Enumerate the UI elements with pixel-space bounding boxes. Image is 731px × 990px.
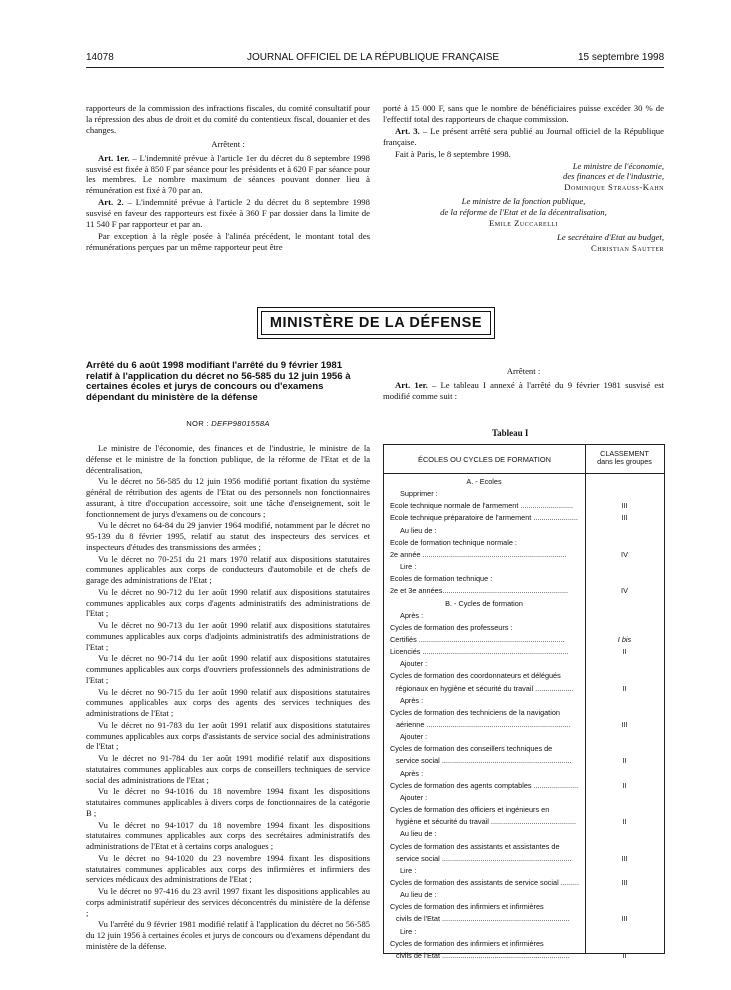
- table-row-label: Cycles de formation des assistants et assistantes de: [390, 841, 560, 851]
- table-row-label: Cycles de formation des coordonnateurs et délégués: [390, 671, 561, 681]
- decree-para: Vu le décret no 70-251 du 21 mars 1970 relatif aux dispositions statutaires communes applicables aux corps de conducteurs d'automobile et de chefs de garage des administrations de l'Etat ;: [86, 553, 370, 585]
- decree-arretent: Arrêtent :: [506, 366, 541, 376]
- decree-para: Vu le décret no 90-713 du 1er août 1990 relatif aux dispositions statutaires communes applicables aux corps d'adjoints administratifs des administrations de l'Etat ;: [86, 620, 370, 652]
- decree-para: Vu le décret no 94-1017 du 18 novembre 1994 fixant les dispositions statutaires communes applicables aux corps des secrétaires administratifs des administrations de l'Etat et à certains corps analogues ;: [86, 819, 370, 851]
- table-header: [384, 445, 664, 474]
- prev-art3: [383, 126, 664, 148]
- table-row-label: Cycles de formation des officiers et ingénieurs en: [390, 805, 550, 815]
- table-row-label: Cycles de formation des conseillers techniques de: [390, 744, 553, 754]
- table-row-label: Ecole technique préparatoire de l'armement ......................: [390, 513, 578, 523]
- table-row-label: régionaux en hygiène et sécurité du travail ...................: [396, 683, 574, 693]
- table-row-label: hygiène et sécurité du travail ..........................................: [396, 817, 577, 827]
- nor-label: NOR :: [186, 419, 212, 428]
- table-row-label: Cycles de formation des assistants de service social .........: [390, 877, 579, 887]
- table-row-label: Ajouter :: [400, 732, 428, 742]
- prev-art3-text: – Le présent arrêté sera publié au Journal officiel de la République française.: [383, 125, 664, 147]
- decree-para: Vu le décret no 91-783 du 1er août 1991 relatif aux dispositions statutaires communes applicables aux corps d'assistants de service social des administrations de l'Etat ;: [86, 719, 370, 752]
- sig1-title2: des finances et de l'industrie,: [562, 171, 664, 182]
- table-row-value: III: [621, 914, 628, 924]
- decree-art1: [383, 380, 664, 402]
- sig1-title1: Le ministre de l'économie,: [572, 160, 664, 171]
- table-row-value: III: [621, 720, 628, 729]
- prev-art3-label: Art. 3.: [395, 125, 420, 136]
- table-row-label: Au lieu de :: [400, 890, 437, 900]
- decree-para: Vu le décret no 90-715 du 1er août 1990 relatif aux dispositions statutaires communes applicables aux corps des agents des services techniques des administrations de l'Etat ;: [86, 686, 370, 718]
- prev-intro: rapporteurs de la commission des infractions fiscales, du comité consultatif pour la répression des abus de droit et du comité du contentieux fiscal, douanier et des changes.: [86, 103, 370, 135]
- table-row-label: Lire :: [400, 865, 417, 875]
- table-row-value: III: [621, 853, 628, 863]
- table-row-label: Supprimer :: [400, 489, 438, 499]
- table-row-label: Licenciés ........................................................................: [390, 647, 569, 657]
- ministry-heading: MINISTÈRE DE LA DÉFENSE: [261, 311, 491, 335]
- table-row-label: Ajouter :: [400, 792, 428, 802]
- table-row-label: Cycles de formation des professeurs :: [390, 622, 513, 632]
- decree-para: Vu le décret no 94-1020 du 23 novembre 1994 fixant les dispositions statutaires communes applicables aux corps des infirmières et infirmiers des services médicaux des administrations de l'Etat ;: [86, 852, 370, 885]
- sig2-title2: de la réforme de l'Etat et de la décentralisation,: [440, 207, 607, 218]
- table-row-value: II: [622, 756, 627, 766]
- decree-para: Vu le décret no 64-84 du 29 janvier 1964 modifié, notamment par le décret no 95-139 du 8 février 1995, relatif au statut des inspecteurs des services et inspecteurs d'études des transmissions des armées ;: [86, 520, 370, 552]
- table-row-value: II: [622, 950, 627, 960]
- journal-title: JOURNAL OFFICIEL DE LA RÉPUBLIQUE FRANÇAISE: [247, 52, 500, 63]
- prev-art2-p2: Par exception à la règle posée à l'alinéa précédent, le montant total des rémunérations perçues par un même rapporteur peut être: [86, 230, 370, 252]
- prev-art1: [86, 153, 370, 197]
- table-row-label: Cycles de formation des infirmiers et infirmières: [390, 902, 544, 912]
- table-row-label: Cycles de formation des infirmiers et infirmières: [390, 938, 544, 948]
- decree-title: Arrêté du 6 août 1998 modifiant l'arrêté du 9 février 1981 relatif à l'application du décret no 56-585 du 12 juin 1956 à certaines écoles et jurys de concours ou d'examens dépendant du ministère de la défense: [86, 360, 351, 403]
- decree-para: Vu le décret no 90-714 du 1er août 1990 relatif aux dispositions statutaires communes applicables aux corps d'ouvriers professionnels des administrations de l'Etat ;: [86, 653, 370, 685]
- table-row-value: II: [622, 817, 627, 827]
- page-number: 14078: [86, 52, 114, 63]
- sig1-name: Dominique Strauss-Kahn: [564, 182, 664, 193]
- header-rule: [86, 67, 664, 68]
- header-date: 15 septembre 1998: [578, 52, 665, 63]
- table-row-label: civils de l'Etat ...............................................................: [396, 914, 570, 924]
- table-row-label: Ajouter :: [400, 659, 428, 669]
- table-row-value: II: [622, 647, 627, 657]
- decree-para: Vu le décret no 97-416 du 23 avril 1997 fixant les dispositions applicables au corps administratif supérieur des services déconcentrés du ministère de la défense ;: [86, 886, 370, 918]
- col2-header: [585, 450, 664, 466]
- col1-header: ÉCOLES OU CYCLES DE FORMATION: [418, 455, 551, 464]
- col2-header-line2: dans les groupes: [597, 457, 652, 466]
- table-row-label: 2e et 3e années..............................................................: [390, 586, 569, 596]
- table-row-label: aérienne .......................................................................: [396, 720, 571, 729]
- table-row-label: Lire :: [400, 562, 417, 572]
- decree-body: [86, 443, 370, 953]
- sig2-title1: Le ministre de la fonction publique,: [461, 196, 586, 207]
- col2-header-line1: CLASSEMENT: [600, 449, 649, 458]
- prev-art2-label: Art. 2.: [98, 197, 124, 208]
- table-row-label: Certifiés ........................................................................: [390, 634, 565, 644]
- table-row-label: Après :: [400, 768, 424, 778]
- decree-art1-label: Art. 1er.: [395, 379, 428, 390]
- ministry-heading-box: [257, 307, 495, 339]
- sig3-name: Christian Sautter: [591, 242, 664, 253]
- prev-art1-text: – L'indemnité prévue à l'article 1er du décret du 8 septembre 1998 susvisé est fixée à 850 F par séance pour les présidents et à 620 F par séance pour les membres. Le nombre maximum de séances pouvant donner lieu à rémunération est fixé à 70 par an.: [86, 152, 370, 196]
- nor-code: DEFP9801558A: [211, 419, 270, 428]
- table-row-value: II: [622, 780, 627, 790]
- table-title: Tableau I: [492, 428, 529, 438]
- table-row-label: Ecole de formation technique normale :: [390, 537, 517, 547]
- table-row-value: II: [622, 683, 627, 693]
- classification-table: [383, 444, 665, 960]
- decree-para: Vu le décret no 56-585 du 12 juin 1956 modifié portant fixation du système général de rétribution des agents de l'Etat ou des personnels non fonctionnaires assurant, à titre d'occupation accessoire, soit une tâche d'enseignement, soit le fonctionnement de jurys d'examens ou de concours ;: [86, 476, 370, 519]
- sig2-name: Emile Zuccarelli: [488, 218, 559, 229]
- table-row-label: B. - Cycles de formation: [445, 598, 523, 608]
- table-row-label: Au lieu de :: [400, 525, 437, 535]
- nor-line: [86, 419, 370, 428]
- table-row-value: III: [621, 501, 628, 511]
- table-row-label: Lire :: [400, 926, 417, 936]
- prev-art1-label: Art. 1er.: [98, 152, 130, 163]
- sig3-title: Le secrétaire d'Etat au budget,: [557, 231, 664, 242]
- table-row-label: Cycles de formation des agents comptables ......................: [390, 780, 579, 790]
- table-row-value: III: [621, 877, 628, 887]
- prev-article-left: [86, 103, 370, 254]
- table-row-value: IV: [621, 549, 628, 559]
- prev-arretent: Arrêtent :: [211, 138, 245, 149]
- table-row-value: III: [621, 513, 628, 523]
- prev-art2-text: – L'indemnité prévue à l'article 2 du décret du 8 septembre 1998 susvisé en faveur des rapporteurs est fixée à 360 F par dossier dans la limite de 11 540 F par rapporteur et par an.: [86, 197, 370, 230]
- table-row-label: Après :: [400, 695, 424, 705]
- table-row-label: Ecole technique normale de l'armement ..........................: [390, 501, 574, 511]
- prev-right-cont: porté à 15 000 F, sans que le nombre de bénéficiaires puisse excéder 30 % de l'effectif total des rapporteurs de chaque commission.: [383, 103, 664, 124]
- decree-para: Le ministre de l'économie, des finances et de l'industrie, le ministre de la défense et le ministre de la fonction publique, de la réforme de l'Etat et de la décentralisation,: [86, 443, 370, 475]
- table-row-label: service social ................................................................: [396, 756, 572, 766]
- decree-art1-text: – Le tableau I annexé à l'arrêté du 9 février 1981 susvisé est modifié comme suit :: [383, 379, 664, 401]
- table-row-label: civils de l'Etat ...............................................................: [396, 950, 570, 960]
- decree-para: Vu l'arrêté du 9 février 1981 modifié relatif à l'application du décret no 56-585 du 12 juin 1956 à certaines écoles et jurys de concours ou d'examens dépendant du ministère de la défense.: [86, 919, 370, 951]
- decree-para: Vu le décret no 94-1016 du 18 novembre 1994 fixant les dispositions statutaires communes applicables à divers corps de fonctionnaires de la catégorie B ;: [86, 786, 370, 818]
- prev-art2: [86, 197, 370, 230]
- table-row-label: Après :: [400, 610, 424, 620]
- table-row-label: A. - Ecoles: [466, 477, 502, 486]
- decree-para: Vu le décret no 90-712 du 1er août 1990 relatif aux dispositions statutaires communes applicables aux corps d'agents administratifs des administrations de l'Etat ;: [86, 586, 370, 619]
- prev-fait: Fait à Paris, le 8 septembre 1998.: [395, 148, 511, 159]
- table-row-label: Ecoles de formation technique :: [390, 574, 493, 584]
- table-row-label: Cycles de formation des techniciens de la navigation: [390, 707, 560, 717]
- decree-right: [383, 366, 664, 403]
- table-row-label: service social ................................................................: [396, 853, 572, 863]
- prev-article-right: [383, 103, 664, 257]
- table-row-value: I bis: [617, 634, 632, 644]
- table-row-label: Au lieu de :: [400, 829, 437, 839]
- table-row-value: IV: [621, 586, 628, 596]
- decree-para: Vu le décret no 91-784 du 1er août 1991 modifié relatif aux dispositions statutaires communes applicables aux corps de conseillers techniques de service social des administrations de l'Etat ;: [86, 753, 370, 785]
- table-row-label: 2e année .......................................................................: [390, 549, 567, 559]
